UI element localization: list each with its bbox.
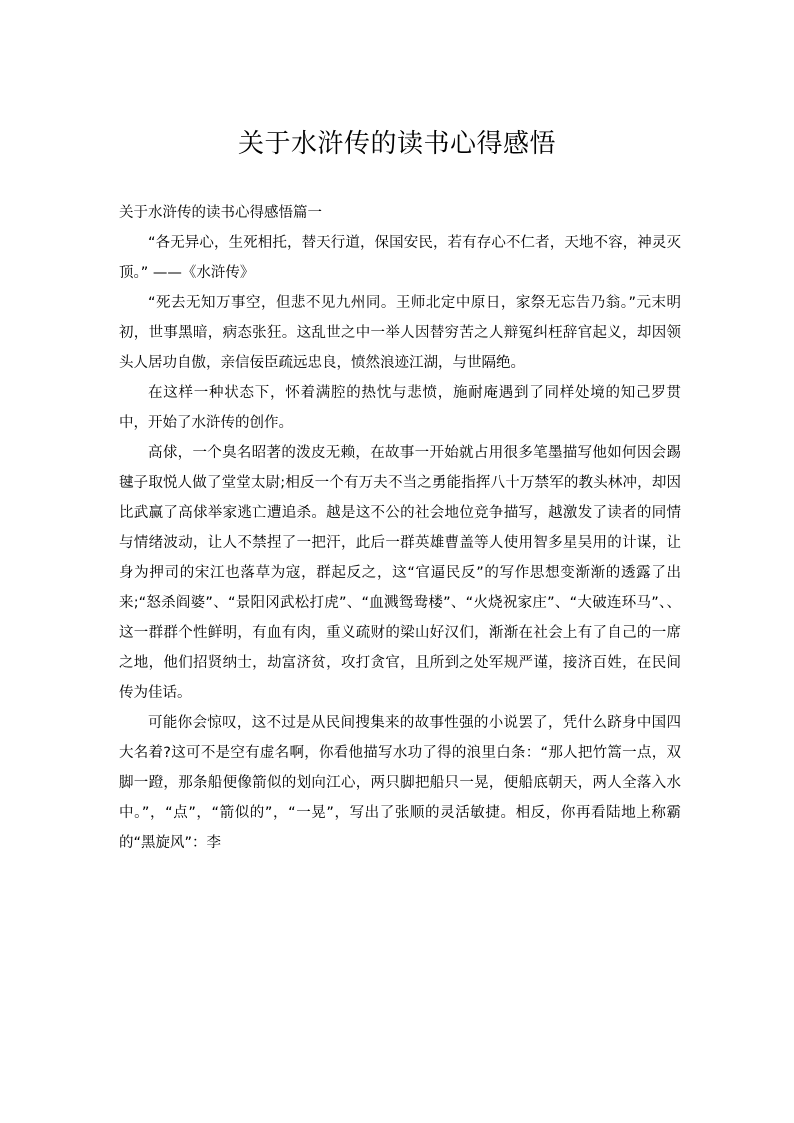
paragraph-plot: 高俅，一个臭名昭著的泼皮无赖，在故事一开始就占用很多笔墨描写他如何因会踢毽子取悦人做了堂堂太尉;相反一个有万夫不当之勇能指挥八十万禁军的教头林冲，却因比武赢了高俅举家逃亡遭追杀。越是这不公的社会地位竞争描写，越激发了读者的同情与情绪波动，让人不禁捏了一把汗，此后一群英雄曹盖等人使用智多星吴用的计谋，让身为押司的宋江也落草为寇，群起反之，这“官逼民反”的写作思想变渐渐的透露了出来;“怒杀阎婆”、“景阳冈武松打虎”、“血溅鸳鸯楼”、“火烧祝家庄”、“大破连环马”、、这一群群个性鲜明，有血有肉，重义疏财的梁山好汉们，渐渐在社会上有了自己的一席之地，他们招贤纳士，劫富济贫，攻打贪官，且所到之处军规严谨，接济百姓，在民间传为佳话。 bbox=[119, 445, 681, 701]
section-subtitle: 关于水浒传的读书心得感悟篇一 bbox=[119, 205, 322, 221]
document-body bbox=[119, 198, 681, 858]
paragraph-quote: “各无异心，生死相托，替天行道，保国安民，若有存心不仁者，天地不容，神灵灭顶。” ——《水浒传》 bbox=[119, 235, 681, 281]
paragraph-creation: 在这样一种状态下，怀着满腔的热忱与悲愤，施耐庵遇到了同样处境的知己罗贯中，开始了水浒传的创作。 bbox=[119, 385, 681, 431]
paragraph-analysis: 可能你会惊叹，这不过是从民间搜集来的故事性强的小说罢了，凭什么跻身中国四大名着?这可不是空有虚名啊，你看他描写水功了得的浪里白条：“那人把竹篙一点，双脚一蹬，那条船便像箭似的划向江心，两只脚把船只一晃，便船底朝天，两人全落入水中。”，“点”，“箭似的”，“一晃”，写出了张顺的灵活敏捷。相反，你再看陆地上称霸的“黑旋风”：李 bbox=[119, 715, 681, 851]
paragraph-background: “死去无知万事空，但悲不见九州同。王师北定中原日，家祭无忘告乃翁。”元末明初，世事黑暗，病态张狂。这乱世之中一举人因替穷苦之人辩冤纠枉辞官起义，却因领头人居功自傲，亲信佞臣疏远忠良，愤然浪迹江湖，与世隔绝。 bbox=[119, 295, 681, 371]
document-title: 关于水浒传的读书心得感悟 bbox=[237, 129, 556, 159]
